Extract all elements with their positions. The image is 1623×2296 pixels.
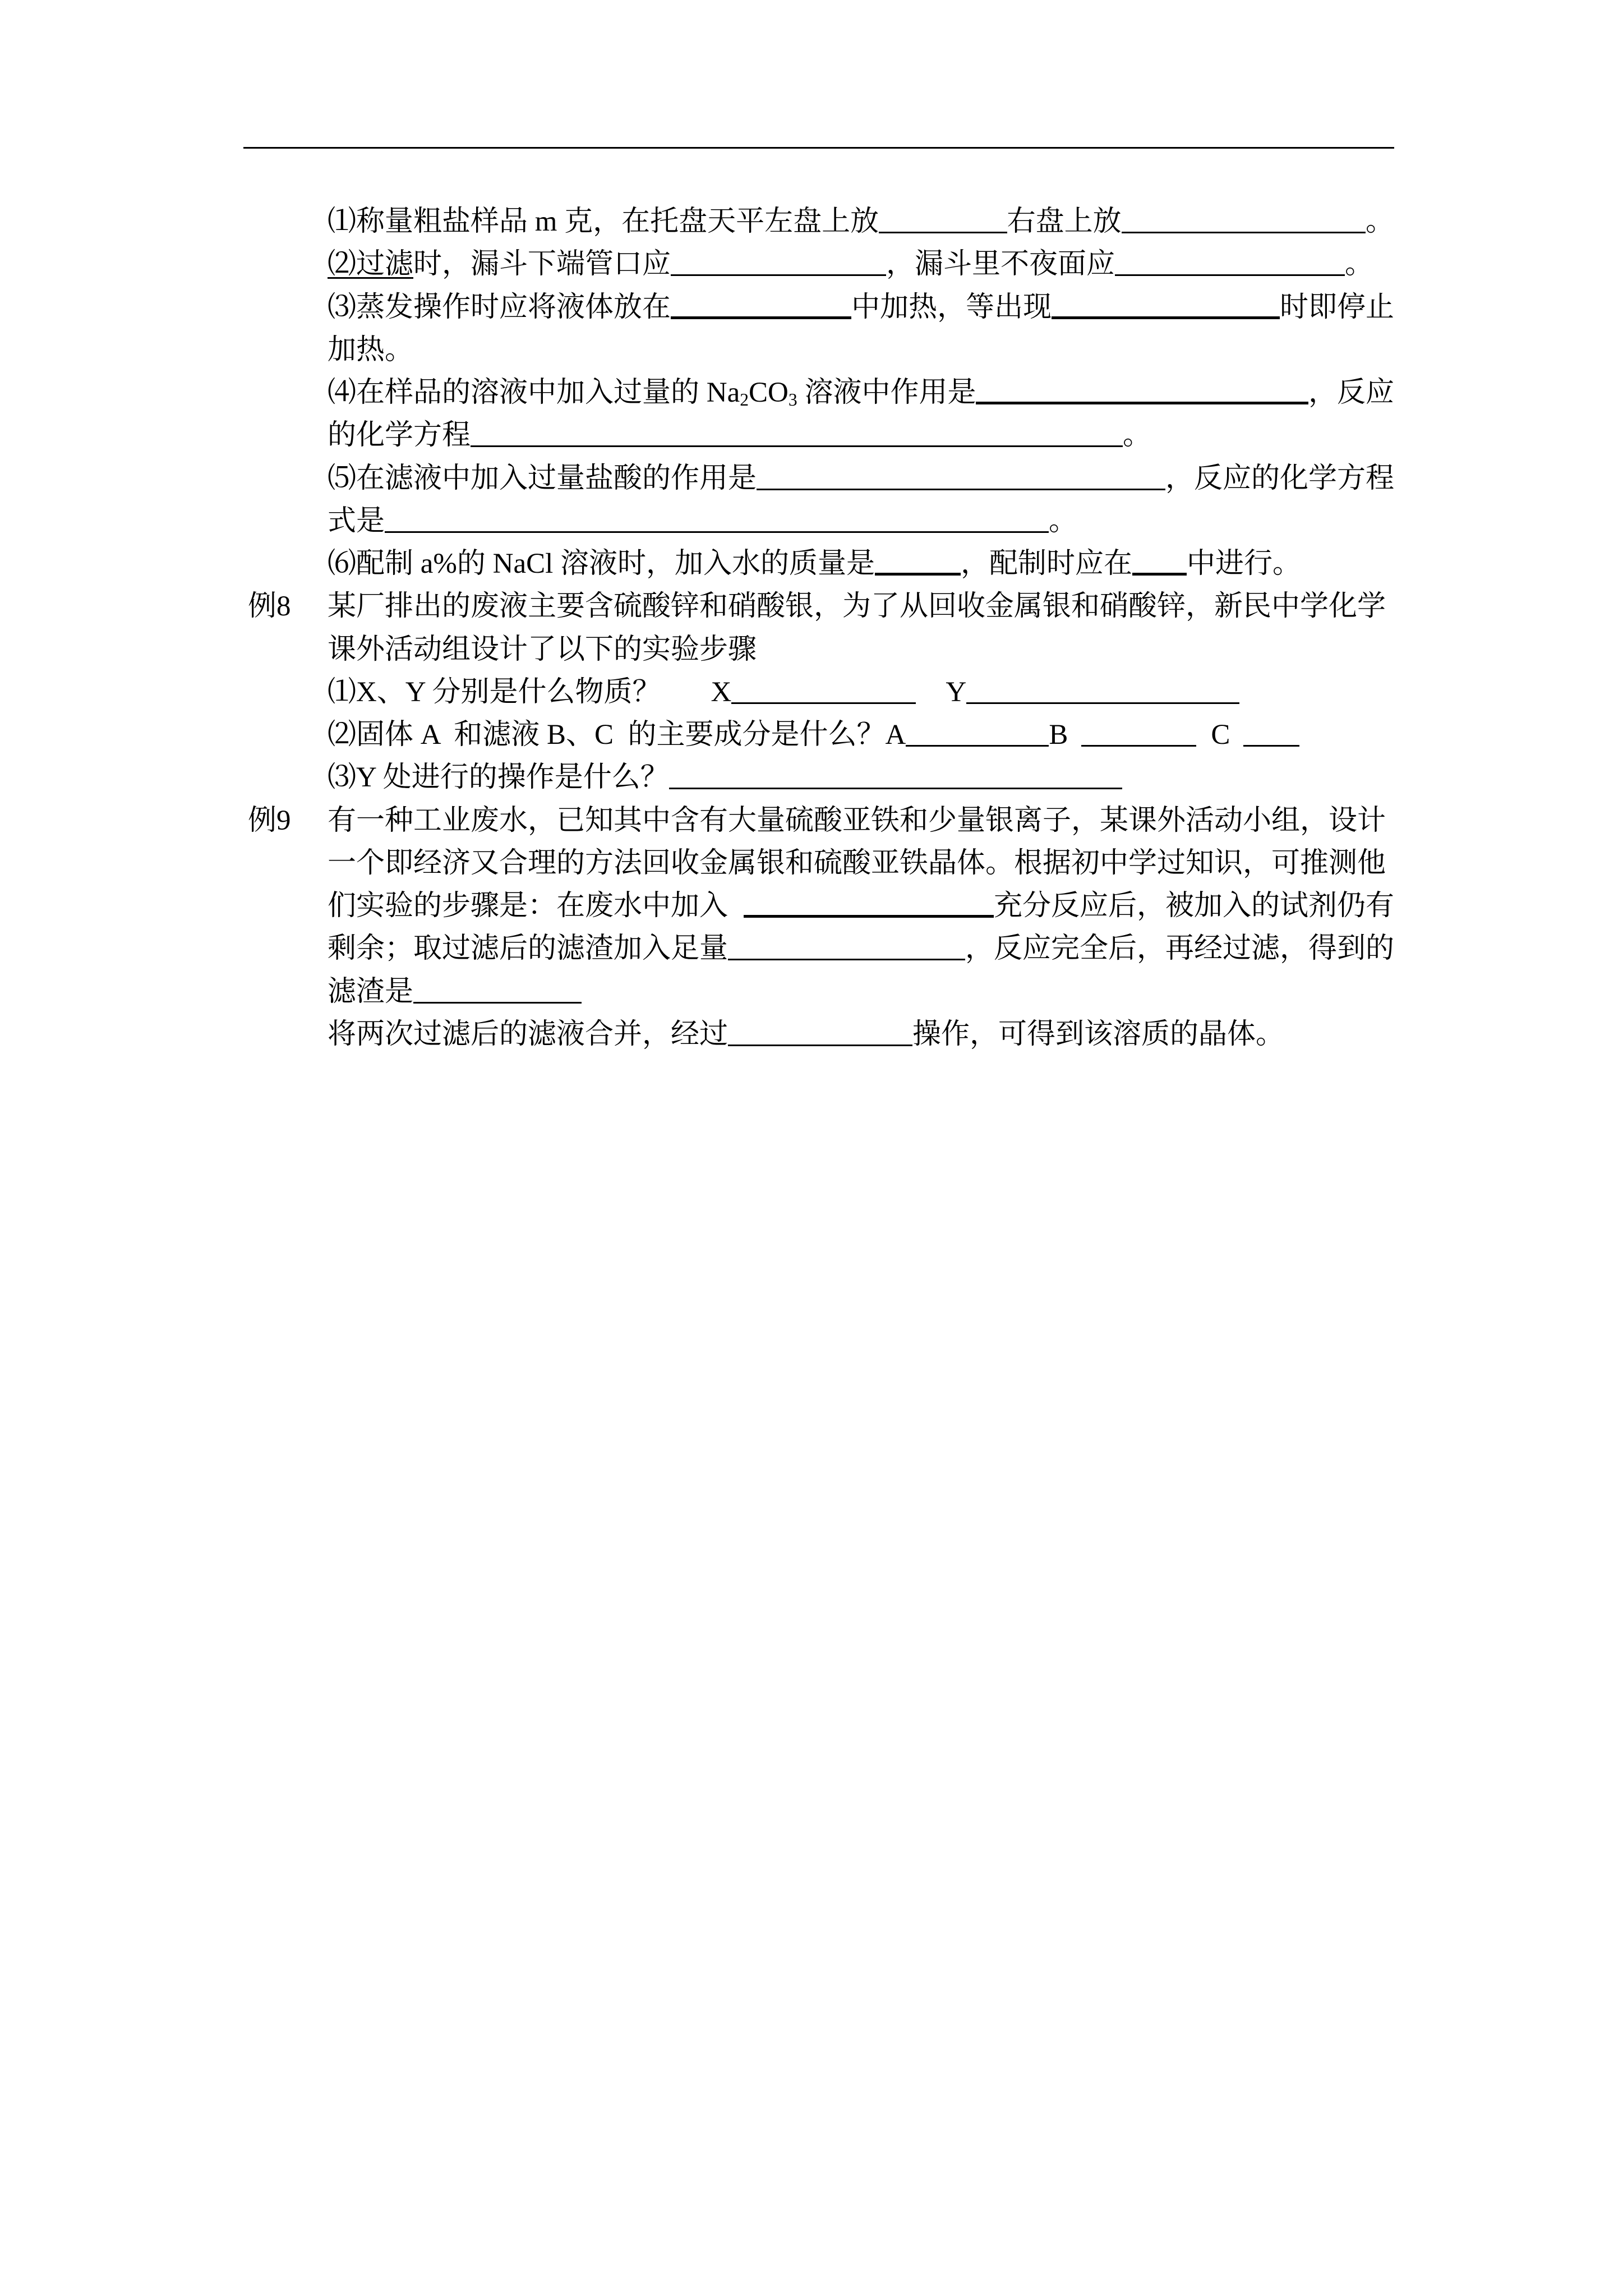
- answer-blank: [669, 788, 1122, 789]
- question-text: ⑸在滤液中加入过量盐酸的作用是: [328, 462, 757, 494]
- question-line: [328, 714, 1394, 756]
- answer-blank: [671, 274, 886, 276]
- question-text: ，反应的化学方程: [1165, 462, 1394, 494]
- answer-blank: [966, 702, 1239, 704]
- example-label: 例9: [248, 804, 291, 836]
- answer-blank: [757, 489, 1165, 490]
- answer-blank: [728, 1045, 912, 1046]
- answer-blank: [744, 915, 994, 918]
- question-line: [328, 1013, 1394, 1056]
- question-text: ⑵固体 A 和滤液 B、C 的主要成分是什么？A: [328, 719, 906, 751]
- answer-blank: [879, 232, 1007, 233]
- question-text: ⑶Y 处进行的操作是什么？: [328, 762, 669, 794]
- question-text: 加热。: [328, 334, 414, 366]
- blank-label: Y: [946, 676, 967, 708]
- question-text: 时即停止: [1279, 291, 1394, 323]
- question-line: [328, 885, 1394, 927]
- answer-blank: [413, 1002, 582, 1004]
- question-text: 溶液中作用是: [797, 377, 976, 408]
- question-line: [328, 243, 1394, 286]
- question-text: 的化学方程: [328, 420, 471, 452]
- answer-blank: [1243, 745, 1299, 747]
- answer-blank: [728, 959, 965, 960]
- question-text: ⑴称量粗盐样品 m 克，在托盘天平左盘上放: [328, 206, 879, 237]
- answer-blank: [671, 316, 851, 319]
- question-text: 中加热，等出现: [851, 291, 1052, 323]
- answer-blank: [471, 445, 1123, 447]
- worksheet-body: [248, 200, 1394, 1056]
- question-text: 右盘上放: [1007, 206, 1122, 237]
- answer-blank: [976, 402, 1308, 404]
- answer-blank: [875, 573, 961, 576]
- answer-blank: [1115, 274, 1345, 276]
- answer-blank: [385, 531, 1049, 533]
- question-text: 操作，可得到该溶质的晶体。: [912, 1018, 1285, 1050]
- question-text: 有一种工业废水，已知其中含有大量硫酸亚铁和少量银离子，某课外活动小组，设计: [328, 804, 1386, 836]
- question-line: [328, 542, 1394, 585]
- question-text: ，反应完全后，再经过滤，得到的: [965, 933, 1394, 965]
- question-text: 。: [1049, 505, 1078, 537]
- underlined-text: ⑵过滤: [328, 249, 414, 280]
- answer-blank: [1081, 745, 1196, 747]
- question-text: 课外活动组设计了以下的实验步骤: [328, 633, 757, 665]
- question-line: [328, 457, 1394, 500]
- question-line: [328, 200, 1394, 243]
- question-line: [328, 756, 1394, 799]
- answer-blank: [1132, 573, 1187, 576]
- example-label: 例8: [248, 591, 291, 623]
- question-text: 。: [1345, 249, 1374, 280]
- chemical-formula-text: CO: [749, 377, 789, 408]
- answer-blank: [906, 745, 1049, 747]
- chemical-subscript: 3: [788, 389, 797, 409]
- question-text: 中进行。: [1187, 548, 1302, 579]
- answer-blank: [1122, 232, 1366, 233]
- example-stem-line: [328, 628, 1394, 671]
- example-stem-line: [248, 585, 1394, 628]
- question-text: 某厂排出的废液主要含硫酸锌和硝酸银，为了从回收金属银和硝酸锌，新民中学化学: [328, 591, 1386, 623]
- question-text: 时，漏斗下端管口应: [413, 249, 671, 280]
- question-text: ⑶蒸发操作时应将液体放在: [328, 291, 671, 323]
- question-text: 滤渣是: [328, 976, 414, 1007]
- question-line: [328, 970, 1394, 1013]
- blank-label: X: [711, 676, 732, 708]
- question-line: [328, 671, 1394, 714]
- question-text: ⑴X、Y 分别是什么物质？: [328, 676, 661, 708]
- question-text: 一个即经济又合理的方法回收金属银和硫酸亚铁晶体。根据初中学过知识，可推测他: [328, 847, 1386, 879]
- question-text: ，反应: [1308, 377, 1394, 408]
- question-text: ，配制时应在: [961, 548, 1133, 579]
- question-line: [328, 329, 1394, 371]
- answer-blank: [1052, 316, 1280, 319]
- question-text: ，漏斗里不夜面应: [886, 249, 1115, 280]
- question-text: 剩余；取过滤后的滤渣加入足量: [328, 933, 728, 965]
- question-line: [328, 371, 1394, 414]
- question-text: 。: [1123, 420, 1152, 452]
- question-text: 们实验的步骤是：在废水中加入: [328, 890, 728, 922]
- question-text: 式是: [328, 505, 385, 537]
- chemical-subscript: 2: [740, 389, 749, 409]
- question-line: [328, 500, 1394, 542]
- question-line: [328, 414, 1394, 457]
- question-line: [328, 927, 1394, 970]
- header-rule: [243, 147, 1394, 149]
- question-text: 。: [1365, 206, 1394, 237]
- question-text: 充分反应后，被加入的试剂仍有: [993, 890, 1394, 922]
- question-text-with-formula: [328, 371, 976, 414]
- question-text: ⑷在样品的溶液中加入过量的 Na: [328, 377, 740, 408]
- question-text: ⑹配制 a%的 NaCl 溶液时，加入水的质量是: [328, 548, 875, 579]
- question-text: 将两次过滤后的滤液合并，经过: [328, 1018, 728, 1050]
- example-stem-line: [328, 842, 1394, 885]
- example-stem-line: [248, 799, 1394, 842]
- answer-blank: [731, 702, 916, 704]
- blank-label: B: [1049, 719, 1068, 751]
- blank-label: C: [1211, 719, 1230, 751]
- question-line: [328, 286, 1394, 329]
